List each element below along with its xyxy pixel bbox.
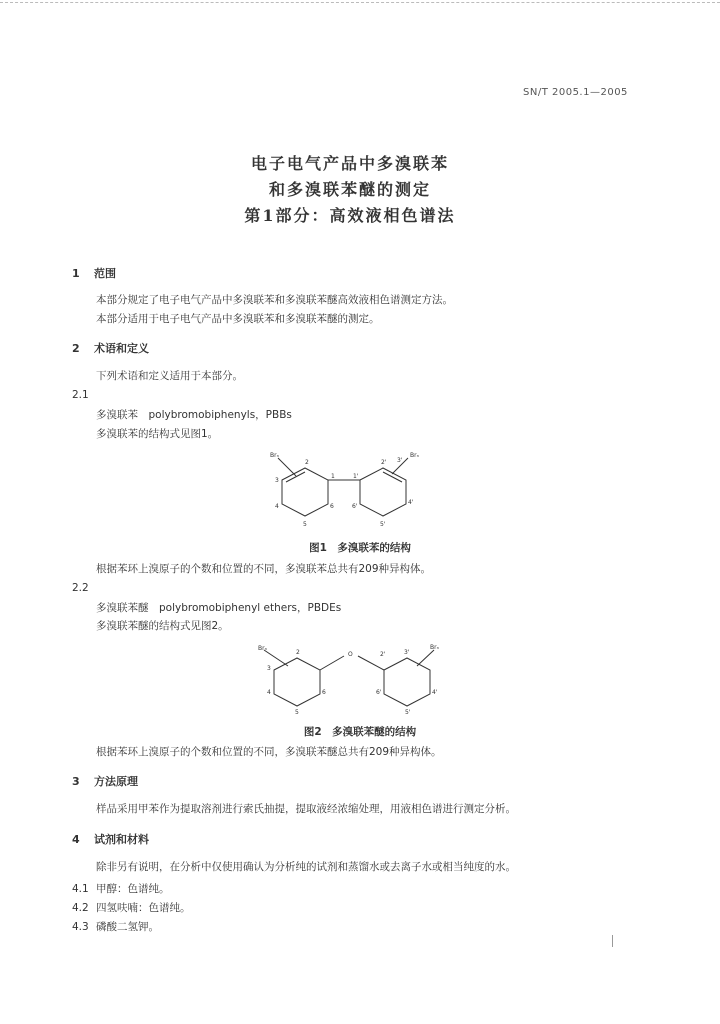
fig1-label: 1 (331, 473, 335, 480)
subsection-number: 2.2 (72, 582, 89, 594)
section-number: 4 (72, 833, 80, 846)
item-text: 甲醇：色谱纯。 (96, 883, 170, 895)
figure-1-pbb-structure (260, 448, 440, 530)
scan-mark (612, 935, 613, 947)
paragraph: 多溴联苯的结构式见图1。 (96, 428, 219, 440)
paragraph: 除非另有说明，在分析中仅使用确认为分析纯的试剂和蒸馏水或去离子水或相当纯度的水。 (96, 861, 516, 873)
term-pbdes: 多溴联苯醚 polybromobiphenyl ethers，PBDEs (96, 602, 342, 614)
paragraph: 本部分规定了电子电气产品中多溴联苯和多溴联苯醚高效液相色谱测定方法。 (96, 294, 453, 306)
section-title: 术语和定义 (94, 342, 149, 355)
paragraph: 根据苯环上溴原子的个数和位置的不同，多溴联苯醚总共有209种异构体。 (96, 746, 442, 758)
fig1-label: Brₙ (410, 452, 419, 459)
standard-number: SN/T 2005.1—2005 (523, 87, 628, 98)
section-1-heading (72, 265, 116, 281)
fig2-label: 3 (267, 665, 271, 672)
section-3-heading (72, 773, 138, 789)
subsection-number: 2.1 (72, 389, 89, 401)
figure-1-caption: 图1 多溴联苯的结构 (309, 542, 411, 554)
title-line-3: 第1部分：高效液相色谱法 (244, 206, 456, 225)
fig1-label: 6' (352, 503, 358, 510)
section-number: 2 (72, 342, 80, 355)
fig2-label: 2 (296, 649, 300, 656)
item-number: 4.2 (72, 902, 89, 914)
item-number: 4.1 (72, 883, 89, 895)
figure-2-pbde-structure (252, 642, 452, 716)
section-number: 3 (72, 775, 80, 788)
fig1-label: 5' (380, 521, 386, 528)
fig2-label: O (348, 651, 353, 658)
fig1-label: 2 (305, 459, 309, 466)
list-item (72, 919, 159, 934)
fig1-label: 3' (397, 457, 403, 464)
term-pbbs: 多溴联苯 polybromobiphenyls，PBBs (96, 409, 292, 421)
fig1-label: Brₙ (270, 452, 279, 459)
fig2-label: 2' (380, 651, 386, 658)
paragraph: 本部分适用于电子电气产品中多溴联苯和多溴联苯醚的测定。 (96, 313, 380, 325)
fig2-label: 4' (432, 689, 438, 696)
fig2-label: 6' (376, 689, 382, 696)
title-line-2: 和多溴联苯醚的测定 (268, 180, 431, 199)
item-text: 四氢呋喃：色谱纯。 (96, 902, 191, 914)
item-number: 4.3 (72, 921, 89, 933)
fig2-label: Brₙ (258, 645, 267, 652)
page-top-border (0, 2, 720, 3)
fig1-label: 4' (408, 499, 414, 506)
fig1-label: 5 (303, 521, 307, 528)
item-text: 磷酸二氢钾。 (96, 921, 159, 933)
paragraph: 样品采用甲苯作为提取溶剂进行索氏抽提，提取液经浓缩处理，用液相色谱进行测定分析。 (96, 803, 516, 815)
fig2-label: 5' (405, 709, 411, 716)
section-2-heading (72, 340, 149, 356)
section-4-heading (72, 831, 149, 847)
fig1-label: 1' (353, 473, 359, 480)
list-item (72, 900, 191, 915)
section-title: 方法原理 (94, 775, 138, 788)
fig2-label: 5 (295, 709, 299, 716)
figure-2-caption: 图2 多溴联苯醚的结构 (303, 726, 417, 738)
fig1-label: 3 (275, 477, 279, 484)
fig2-label: 4 (267, 689, 271, 696)
list-item (72, 881, 170, 896)
fig1-label: 6 (330, 503, 334, 510)
section-title: 范围 (94, 267, 116, 280)
fig2-label: Brₙ (430, 644, 439, 651)
paragraph: 下列术语和定义适用于本部分。 (96, 370, 243, 382)
paragraph: 多溴联苯醚的结构式见图2。 (96, 620, 229, 632)
paragraph: 根据苯环上溴原子的个数和位置的不同，多溴联苯总共有209种异构体。 (96, 563, 432, 575)
fig2-label: 3' (404, 649, 410, 656)
fig1-label: 2' (381, 459, 387, 466)
section-title: 试剂和材料 (94, 833, 149, 846)
section-number: 1 (72, 267, 80, 280)
title-line-1: 电子电气产品中多溴联苯 (250, 154, 449, 173)
fig1-label: 4 (275, 503, 279, 510)
fig2-label: 6 (322, 689, 326, 696)
